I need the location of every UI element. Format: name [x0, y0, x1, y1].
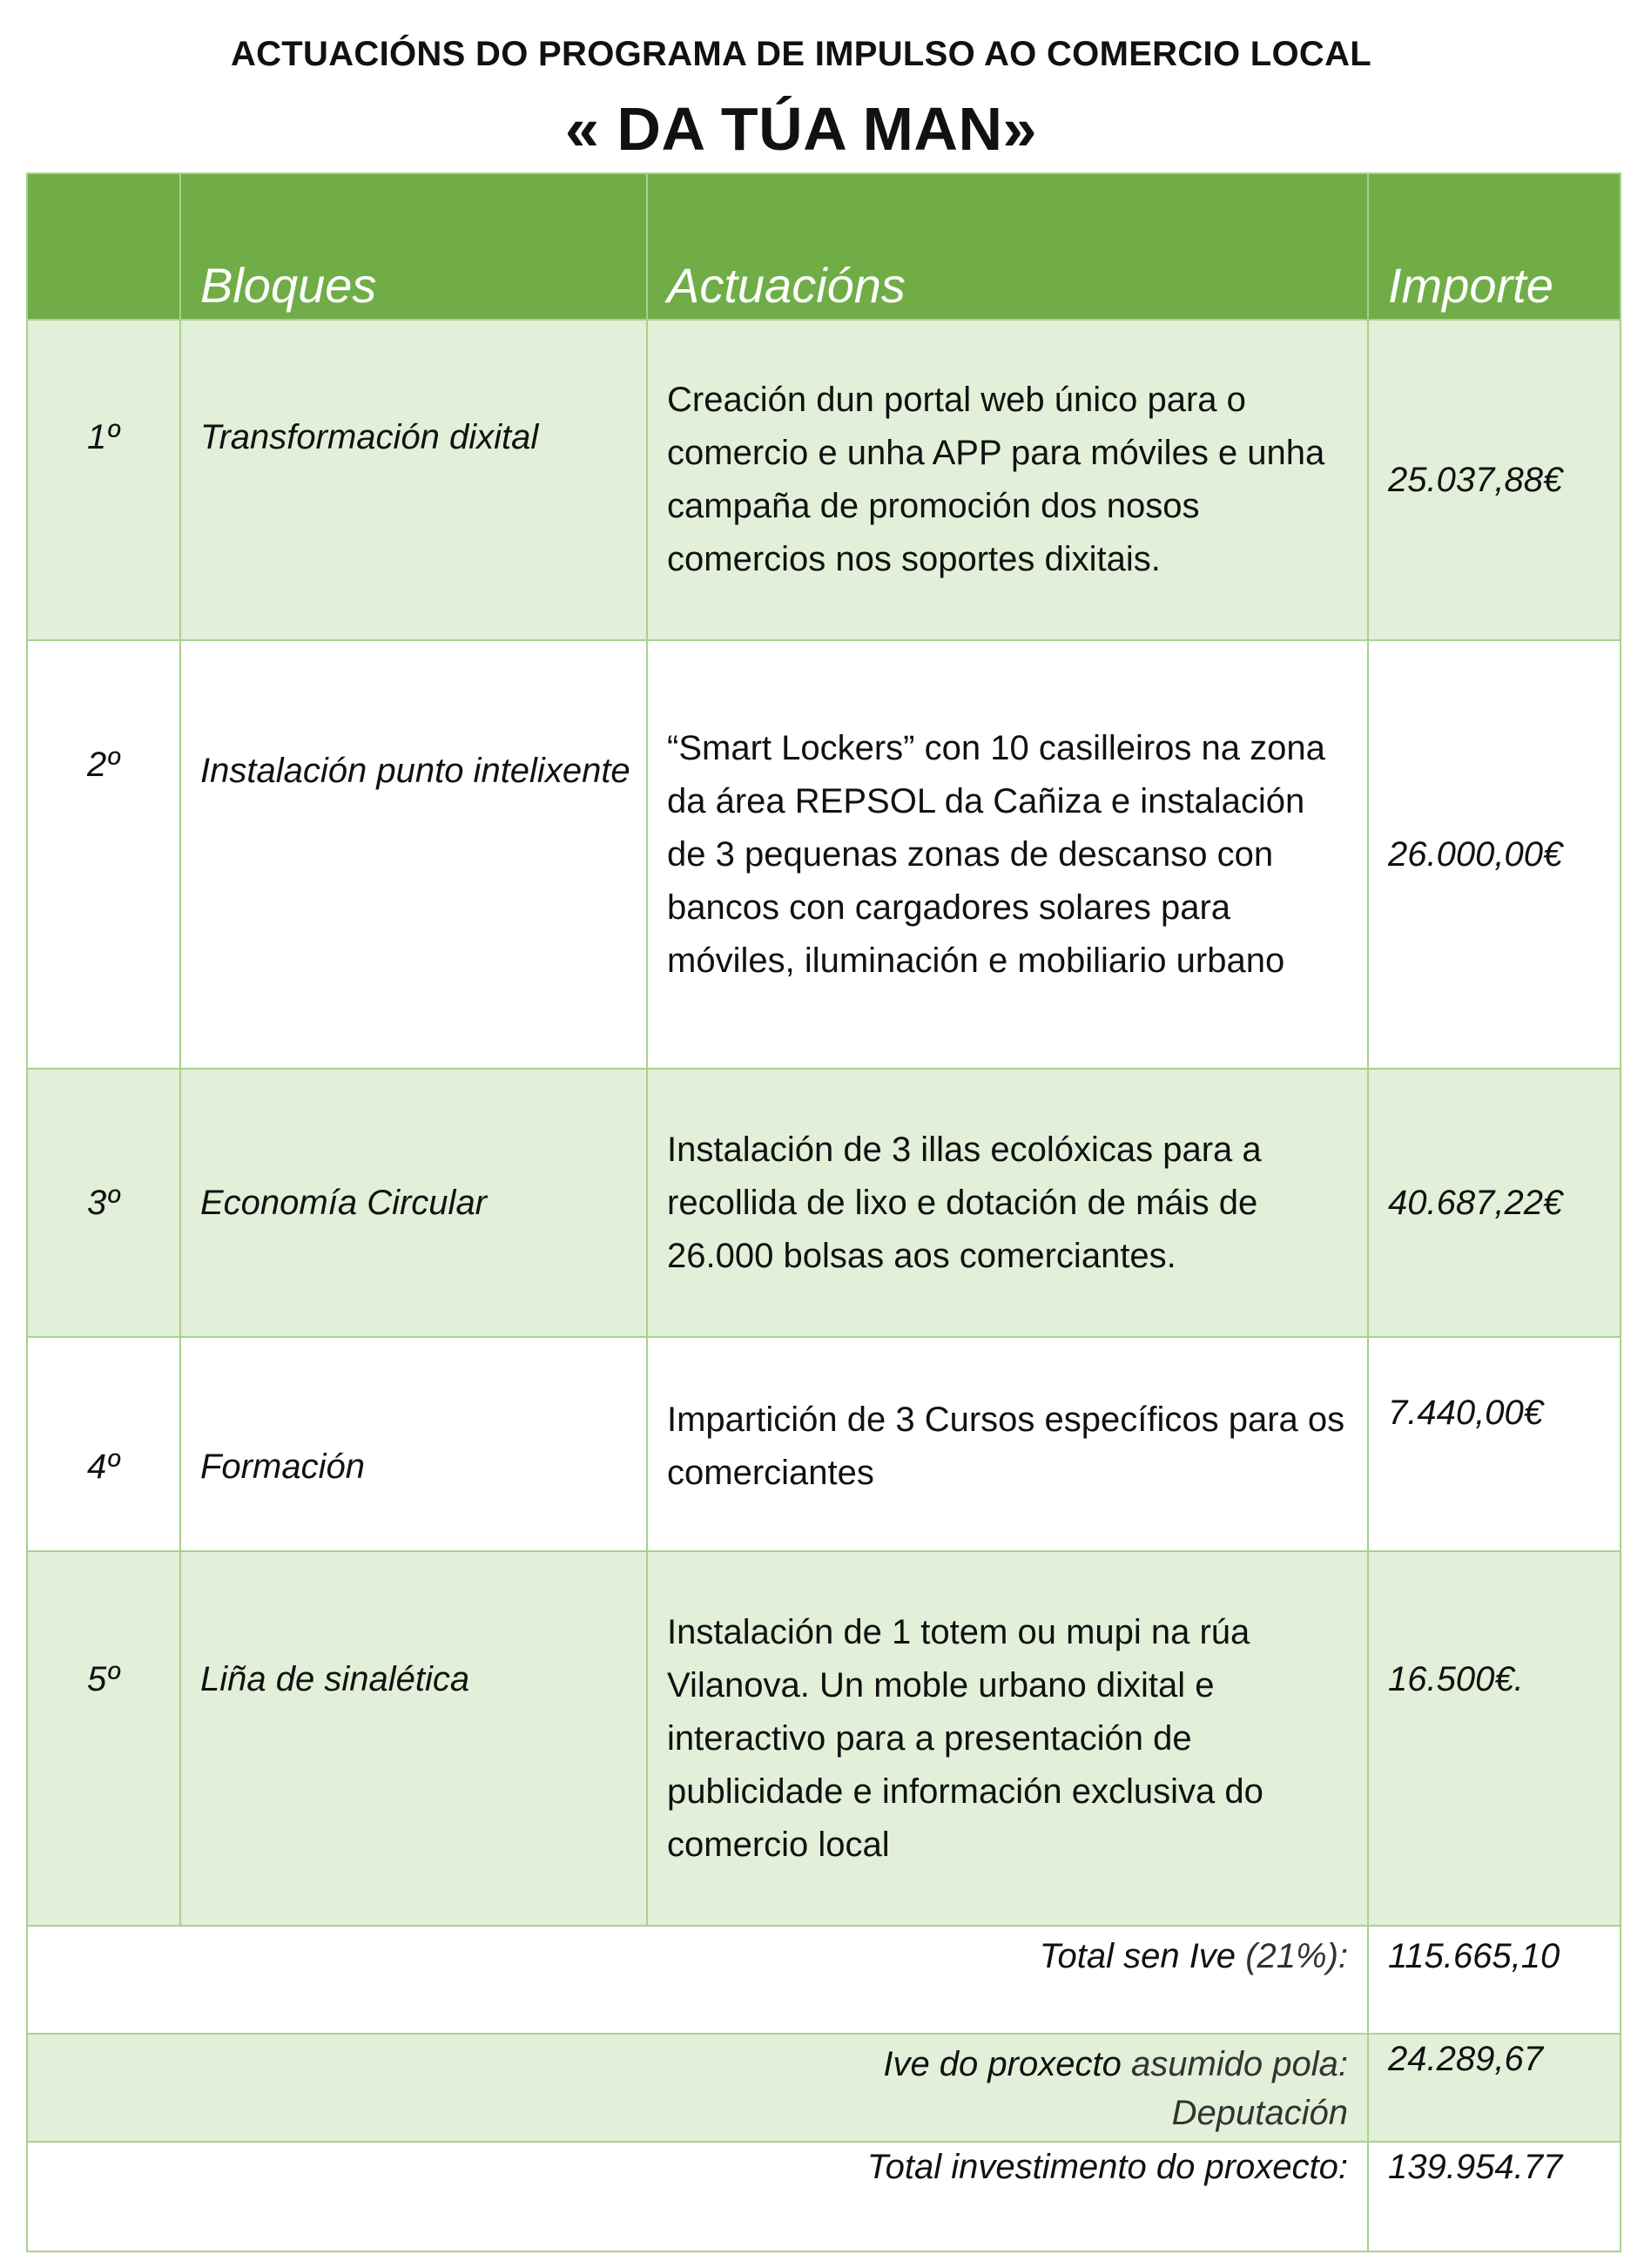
row-block: Economía Circular [180, 1069, 647, 1337]
table-header-row [27, 173, 1621, 320]
subtotal-rate: (21%): [1245, 1937, 1348, 1975]
row-description: “Smart Lockers” con 10 casilleiros na zona da área REPSOL da Cañiza e instalación de 3 pequenas zonas de descanso con bancos con cargadores solares para móviles, iluminación e mobiliario urbano [647, 640, 1368, 1069]
row-description: Impartición de 3 Cursos específicos para os comerciantes [647, 1337, 1368, 1551]
grand-total-label: Total investimento do proxecto: [27, 2142, 1368, 2251]
header-block: Bloques [180, 173, 647, 320]
row-block: Liña de sinalética [180, 1551, 647, 1926]
table-row [27, 1069, 1621, 1337]
table-row [27, 640, 1621, 1069]
row-description: Instalación de 3 illas ecolóxicas para a recollida de lixo e dotación de máis de 26.000 bolsas aos comerciantes. [647, 1069, 1368, 1337]
table-row [27, 1551, 1621, 1926]
grand-total-value: 139.954.77 [1368, 2142, 1621, 2251]
header-number [27, 173, 180, 320]
subtotal-label: Total sen Ive [1039, 1937, 1237, 1975]
row-amount: 7.440,00€ [1368, 1337, 1621, 1551]
row-number: 3º [27, 1069, 180, 1337]
table-row [27, 320, 1621, 640]
grand-total-row [27, 2142, 1621, 2251]
header-actions: Actuacións [647, 173, 1368, 320]
row-amount: 16.500€. [1368, 1551, 1621, 1926]
vat-label: Ive do proxecto [883, 2045, 1122, 2083]
row-description: Creación dun portal web único para o comercio e unha APP para móviles e unha campaña de promoción dos nosos comercios nos soportes dixitais. [647, 320, 1368, 640]
vat-label-cell [27, 2034, 1368, 2142]
vat-note: asumido pola: [1130, 2045, 1348, 2083]
row-amount: 26.000,00€ [1368, 640, 1621, 1069]
row-number: 1º [27, 320, 180, 640]
vat-payer: Deputación [1171, 2094, 1348, 2132]
row-block: Transformación dixital [180, 320, 647, 640]
row-number: 2º [27, 640, 180, 1069]
subtotal-value: 115.665,10 [1368, 1926, 1621, 2034]
row-number: 4º [27, 1337, 180, 1551]
header-amount: Importe [1368, 173, 1621, 320]
program-name: « DA TÚA MAN» [565, 95, 1037, 163]
vat-value: 24.289,67 [1368, 2034, 1621, 2142]
actions-table [26, 172, 1621, 2252]
table-row [27, 1337, 1621, 1551]
row-amount: 40.687,22€ [1368, 1069, 1621, 1337]
document-title: ACTUACIÓNS DO PROGRAMA DE IMPULSO AO COMERCIO LOCAL [230, 35, 1372, 73]
row-block: Instalación punto intelixente [180, 640, 647, 1069]
row-description: Instalación de 1 totem ou mupi na rúa Vilanova. Un moble urbano dixital e interactivo para a presentación de publicidade e información exclusiva do comercio local [647, 1551, 1368, 1926]
row-block: Formación [180, 1337, 647, 1551]
subtotal-label-cell [27, 1926, 1368, 2034]
row-amount: 25.037,88€ [1368, 320, 1621, 640]
row-number: 5º [27, 1551, 180, 1926]
vat-row [27, 2034, 1621, 2142]
subtotal-row [27, 1926, 1621, 2034]
